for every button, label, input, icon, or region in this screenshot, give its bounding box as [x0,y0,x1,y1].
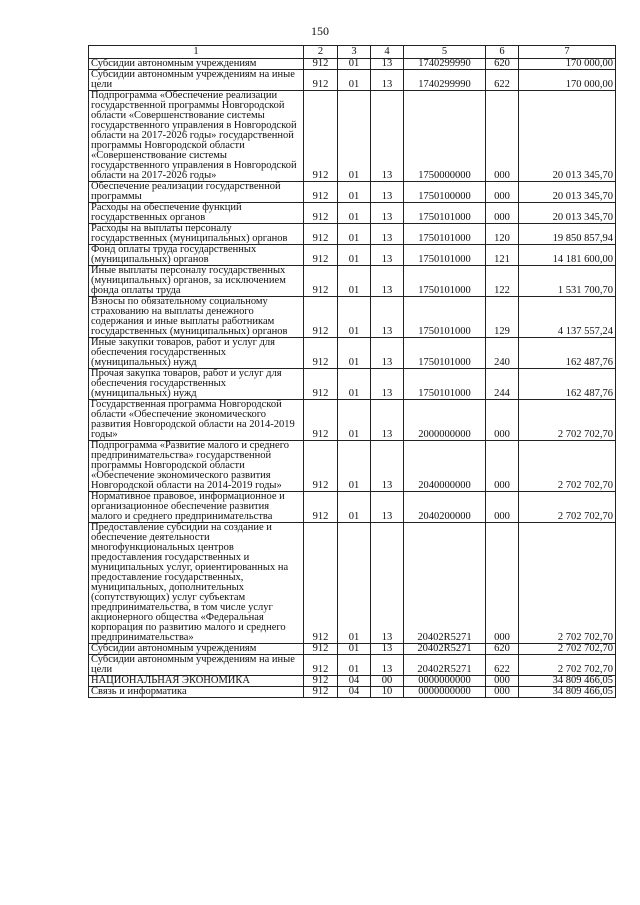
subsection-code-cell: 13 [371,182,404,203]
section-code-cell: 01 [338,523,371,644]
subsection-code-cell: 13 [371,245,404,266]
amount-cell: 4 137 557,24 [519,297,616,338]
item-name-cell: Субсидии автономным учреждениям [89,59,304,70]
amount-cell: 2 702 702,70 [519,492,616,523]
expense-type-code-cell: 000 [486,91,519,182]
expense-type-code-cell: 122 [486,266,519,297]
amount-cell: 2 702 702,70 [519,400,616,441]
target-item-code-cell: 2040200000 [404,492,486,523]
target-item-code-cell: 0000000000 [404,676,486,687]
table-row [89,523,616,644]
department-code-cell: 912 [304,70,338,91]
table-row [89,644,616,655]
column-header: 4 [371,46,404,59]
table-row [89,70,616,91]
subsection-code-cell: 13 [371,91,404,182]
table-row [89,655,616,676]
target-item-code-cell: 20402R5271 [404,523,486,644]
department-code-cell: 912 [304,676,338,687]
section-code-cell: 01 [338,70,371,91]
expense-type-code-cell: 620 [486,59,519,70]
section-code-cell: 01 [338,297,371,338]
section-code-cell: 01 [338,182,371,203]
expense-type-code-cell: 120 [486,224,519,245]
item-name-cell: Иные выплаты персоналу государственных (муниципальных) органов, за исключением фонда оплаты труда [89,266,304,297]
item-name-cell: Субсидии автономным учреждениям на иные цели [89,70,304,91]
subsection-code-cell: 10 [371,687,404,698]
expense-type-code-cell: 000 [486,523,519,644]
expense-type-code-cell: 240 [486,338,519,369]
subsection-code-cell: 13 [371,441,404,492]
section-code-cell: 01 [338,91,371,182]
subsection-code-cell: 13 [371,266,404,297]
section-code-cell: 01 [338,655,371,676]
subsection-code-cell: 13 [371,70,404,91]
expense-type-code-cell: 000 [486,676,519,687]
expense-type-code-cell: 000 [486,400,519,441]
column-header: 5 [404,46,486,59]
department-code-cell: 912 [304,687,338,698]
amount-cell: 1 531 700,70 [519,266,616,297]
department-code-cell: 912 [304,91,338,182]
amount-cell: 14 181 600,00 [519,245,616,266]
department-code-cell: 912 [304,655,338,676]
subsection-code-cell: 00 [371,676,404,687]
amount-cell: 20 013 345,70 [519,182,616,203]
table-row [89,266,616,297]
table-row [89,297,616,338]
table-row [89,441,616,492]
section-code-cell: 01 [338,644,371,655]
target-item-code-cell: 1740299990 [404,70,486,91]
column-header: 6 [486,46,519,59]
expense-type-code-cell: 000 [486,441,519,492]
item-name-cell: Субсидии автономным учреждениям [89,644,304,655]
section-code-cell: 01 [338,59,371,70]
amount-cell: 2 702 702,70 [519,644,616,655]
table-row [89,369,616,400]
target-item-code-cell: 1750101000 [404,338,486,369]
target-item-code-cell: 1750101000 [404,203,486,224]
amount-cell: 20 013 345,70 [519,203,616,224]
target-item-code-cell: 0000000000 [404,687,486,698]
department-code-cell: 912 [304,297,338,338]
table-row [89,676,616,687]
column-header: 3 [338,46,371,59]
target-item-code-cell: 1750101000 [404,297,486,338]
amount-cell: 20 013 345,70 [519,91,616,182]
item-name-cell: Обеспечение реализации государственной программы [89,182,304,203]
table-row [89,687,616,698]
item-name-cell: Фонд оплаты труда государственных (муниципальных) органов [89,245,304,266]
table-row [89,59,616,70]
section-code-cell: 01 [338,369,371,400]
section-code-cell: 01 [338,338,371,369]
department-code-cell: 912 [304,523,338,644]
item-name-cell: Взносы по обязательному социальному страхованию на выплаты денежного содержания и иные выплаты работникам государственных (муниципальных) органов [89,297,304,338]
expense-type-code-cell: 121 [486,245,519,266]
table-row [89,338,616,369]
section-code-cell: 01 [338,203,371,224]
table-row [89,182,616,203]
department-code-cell: 912 [304,266,338,297]
target-item-code-cell: 1750100000 [404,182,486,203]
item-name-cell: Субсидии автономным учреждениям на иные цели [89,655,304,676]
item-name-cell: Расходы на выплаты персоналу государственных (муниципальных) органов [89,224,304,245]
target-item-code-cell: 1740299990 [404,59,486,70]
department-code-cell: 912 [304,182,338,203]
item-name-cell: Нормативное правовое, информационное и организационное обеспечение развития малого и среднего предпринимательства [89,492,304,523]
expense-type-code-cell: 622 [486,655,519,676]
section-code-cell: 01 [338,441,371,492]
expense-type-code-cell: 244 [486,369,519,400]
department-code-cell: 912 [304,492,338,523]
section-code-cell: 01 [338,224,371,245]
department-code-cell: 912 [304,400,338,441]
table-row [89,91,616,182]
table-body [89,59,616,698]
department-code-cell: 912 [304,245,338,266]
target-item-code-cell: 1750101000 [404,224,486,245]
column-header: 2 [304,46,338,59]
amount-cell: 19 850 857,94 [519,224,616,245]
department-code-cell: 912 [304,369,338,400]
page-number: 150 [311,24,329,38]
section-code-cell: 04 [338,687,371,698]
section-code-cell: 01 [338,266,371,297]
table-row [89,492,616,523]
target-item-code-cell: 20402R5271 [404,655,486,676]
expense-type-code-cell: 000 [486,687,519,698]
amount-cell: 34 809 466,05 [519,687,616,698]
department-code-cell: 912 [304,203,338,224]
expense-type-code-cell: 000 [486,492,519,523]
table-row [89,224,616,245]
expense-type-code-cell: 622 [486,70,519,91]
table-row [89,245,616,266]
amount-cell: 170 000,00 [519,70,616,91]
header-row [89,46,616,59]
subsection-code-cell: 13 [371,59,404,70]
amount-cell: 34 809 466,05 [519,676,616,687]
section-code-cell: 01 [338,245,371,266]
amount-cell: 162 487,76 [519,338,616,369]
subsection-code-cell: 13 [371,523,404,644]
item-name-cell: Связь и информатика [89,687,304,698]
expense-type-code-cell: 000 [486,203,519,224]
target-item-code-cell: 1750000000 [404,91,486,182]
subsection-code-cell: 13 [371,338,404,369]
target-item-code-cell: 2000000000 [404,400,486,441]
target-item-code-cell: 1750101000 [404,369,486,400]
item-name-cell: НАЦИОНАЛЬНАЯ ЭКОНОМИКА [89,676,304,687]
budget-table [88,45,616,698]
department-code-cell: 912 [304,338,338,369]
item-name-cell: Расходы на обеспечение функций государственных органов [89,203,304,224]
section-code-cell: 01 [338,400,371,441]
item-name-cell: Иные закупки товаров, работ и услуг для обеспечения государственных (муниципальных) нужд [89,338,304,369]
expense-type-code-cell: 129 [486,297,519,338]
amount-cell: 170 000,00 [519,59,616,70]
amount-cell: 2 702 702,70 [519,655,616,676]
item-name-cell: Подпрограмма «Обеспечение реализации государственной программы Новгородской области «Совершенствование системы государственного управления в Новгородской области на 2017-2026 годы» государственной программы Новгородской области «Совершенствование системы государственного управления в Новгородской области на 2017-2026 годы» [89,91,304,182]
target-item-code-cell: 1750101000 [404,266,486,297]
department-code-cell: 912 [304,224,338,245]
amount-cell: 2 702 702,70 [519,441,616,492]
department-code-cell: 912 [304,441,338,492]
department-code-cell: 912 [304,59,338,70]
item-name-cell: Прочая закупка товаров, работ и услуг для обеспечения государственных (муниципальных) нужд [89,369,304,400]
subsection-code-cell: 13 [371,644,404,655]
column-header: 7 [519,46,616,59]
expense-type-code-cell: 620 [486,644,519,655]
subsection-code-cell: 13 [371,400,404,441]
amount-cell: 162 487,76 [519,369,616,400]
section-code-cell: 01 [338,492,371,523]
item-name-cell: Государственная программа Новгородской области «Обеспечение экономического развития Новгородской области на 2014-2019 годы» [89,400,304,441]
subsection-code-cell: 13 [371,655,404,676]
item-name-cell: Предоставление субсидии на создание и обеспечение деятельности многофункциональных центров предоставления государственных и муниципальных услуг, ориентированных на предоставление государственных, муниципальных, дополнительных (сопутствующих) услуг субъектам предпринимательства, в том числе услуг акционерного общества «Федеральная корпорация по развитию малого и среднего предпринимательства» [89,523,304,644]
column-header: 1 [89,46,304,59]
department-code-cell: 912 [304,644,338,655]
table-row [89,203,616,224]
subsection-code-cell: 13 [371,369,404,400]
item-name-cell: Подпрограмма «Развитие малого и среднего предпринимательства» государственной программы Новгородской области «Обеспечение экономического развития Новгородской области на 2014-2019 годы» [89,441,304,492]
subsection-code-cell: 13 [371,203,404,224]
table-row [89,400,616,441]
subsection-code-cell: 13 [371,297,404,338]
target-item-code-cell: 1750101000 [404,245,486,266]
target-item-code-cell: 2040000000 [404,441,486,492]
expense-type-code-cell: 000 [486,182,519,203]
target-item-code-cell: 20402R5271 [404,644,486,655]
subsection-code-cell: 13 [371,224,404,245]
amount-cell: 2 702 702,70 [519,523,616,644]
section-code-cell: 04 [338,676,371,687]
subsection-code-cell: 13 [371,492,404,523]
